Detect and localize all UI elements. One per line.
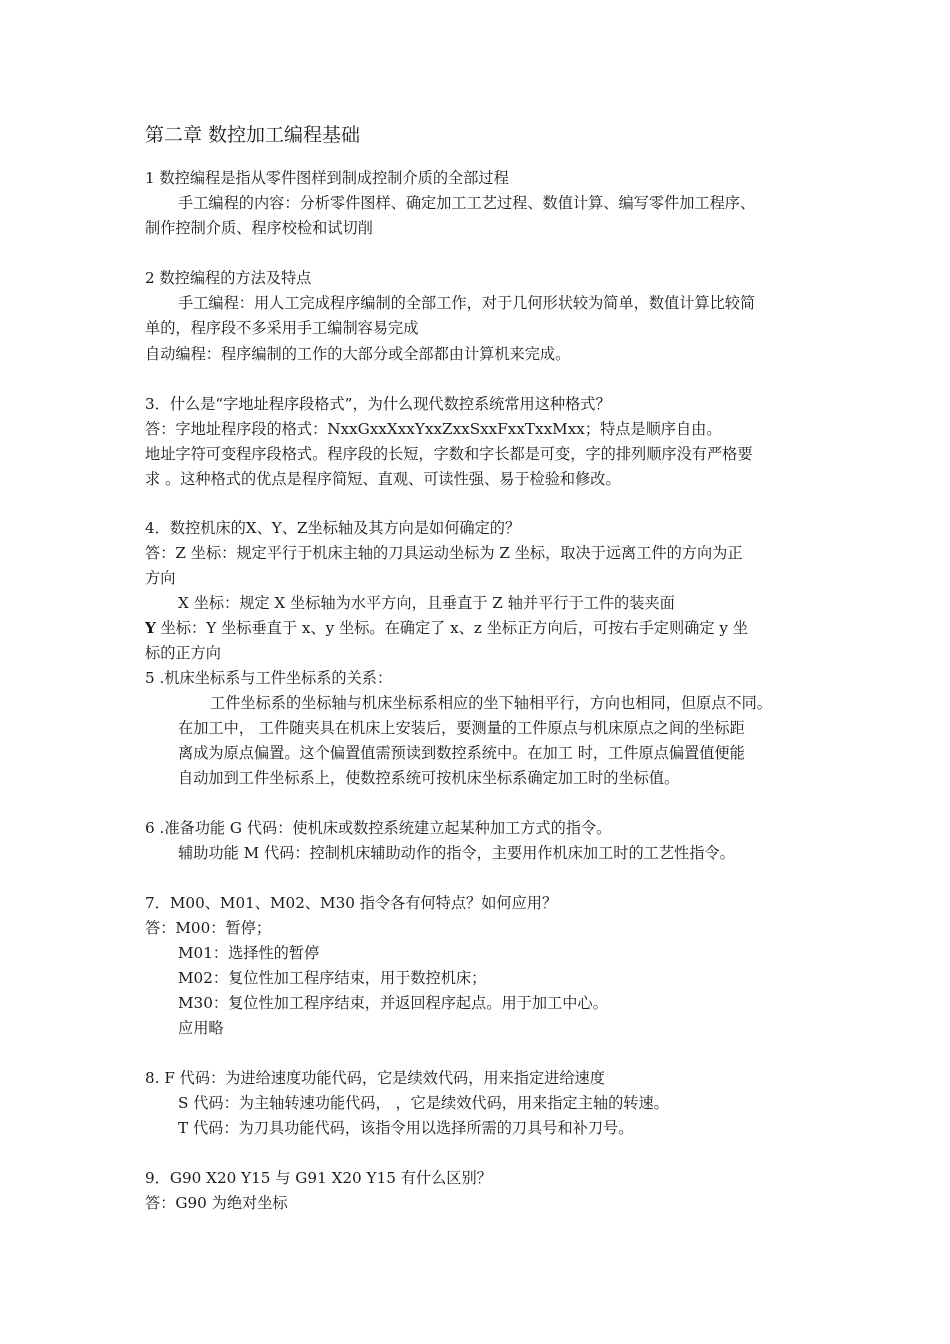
section-2-heading: 2 数控编程的方法及特点: [145, 269, 312, 287]
section-5-paragraph-line: 自动加到工件坐标系上，使数控系统可按机床坐标系确定加工时的坐标值。: [178, 769, 680, 787]
section-3-answer-line: 求 。这种格式的优点是程序简短、直观、可读性强、易于检验和修改。: [145, 470, 621, 488]
section-7-answer-line: 应用略: [178, 1019, 224, 1037]
section-7-answer-line: M02：复位性加工程序结束，用于数控机床；: [178, 969, 487, 987]
section-8-paragraph-line: S 代码：为主轴转速功能代码， ，它是续效代码，用来指定主轴的转速。: [178, 1094, 669, 1112]
section-5-paragraph-line: 离成为原点偏置。这个偏置值需预读到数控系统中。在加工 时，工件原点偏置值便能: [178, 744, 745, 762]
section-8-paragraph-line: T 代码：为刀具功能代码，该指令用以选择所需的刀具号和补刀号。: [178, 1119, 634, 1137]
section-4-answer-line: 答：Z 坐标：规定平行于机床主轴的刀具运动坐标为 Z 坐标，取决于远离工件的方向为正: [145, 544, 743, 562]
section-1-heading: 1 数控编程是指从零件图样到制成控制介质的全部过程: [145, 169, 509, 187]
section-7-answer-line: M01：选择性的暂停: [178, 944, 320, 962]
section-3-answer-line: 地址字符可变程序段格式。程序段的长短，字数和字长都是可变，字的排列顺序没有严格要: [145, 445, 753, 463]
section-9-answer-line: 答：G90 为绝对坐标: [145, 1194, 288, 1212]
section-4-heading: 4．数控机床的X、Y、Z坐标轴及其方向是如何确定的？: [145, 519, 521, 537]
section-8-heading: 8. F 代码：为进给速度功能代码，它是续效代码，用来指定进给速度: [145, 1069, 605, 1087]
section-9-heading: 9．G90 X20 Y15 与 G91 X20 Y15 有什么区别？: [145, 1169, 492, 1187]
chapter-title: 第二章 数控加工编程基础: [145, 124, 361, 146]
section-4-answer-line: 方向: [145, 569, 176, 587]
section-4-answer-line: 标的正方向: [145, 644, 221, 662]
section-5-heading: 5 .机床坐标系与工件坐标系的关系：: [145, 669, 393, 687]
section-5-paragraph-line: 工件坐标系的坐标轴与机床坐标系相应的坐下轴相平行，方向也相同，但原点不同。: [210, 694, 772, 712]
section-7-answer-line: M30：复位性加工程序结束，并返回程序起点。用于加工中心。: [178, 994, 608, 1012]
section-4-answer-line: [145, 618, 748, 638]
section-6-paragraph-line: 辅助功能 M 代码：控制机床辅助动作的指令，主要用作机床加工时的工艺性指令。: [178, 844, 735, 862]
section-5-paragraph-line: 在加工中， 工件随夹具在机床上安装后，要测量的工件原点与机床原点之间的坐标距: [178, 719, 745, 737]
section-2-paragraph-line: 自动编程：程序编制的工作的大部分或全部都由计算机来完成。: [145, 345, 571, 363]
section-2-paragraph-line: 单的，程序段不多采用手工编制容易完成: [145, 319, 419, 337]
section-7-heading: 7．M00、M01、M02、M30 指令各有何特点？如何应用？: [145, 894, 558, 912]
section-4-answer-line: X 坐标：规定 X 坐标轴为水平方向，且垂直于 Z 轴并平行于工件的装夹面: [178, 594, 675, 612]
section-3-heading: 3．什么是“字地址程序段格式”，为什么现代数控系统常用这种格式？: [145, 395, 611, 413]
section-2-paragraph-line: 手工编程：用人工完成程序编制的全部工作，对于几何形状较为简单，数值计算比较简: [178, 294, 756, 312]
section-6-heading: 6 .准备功能 G 代码：使机床或数控系统建立起某种加工方式的指令。: [145, 819, 612, 837]
y-axis-label: Y: [145, 619, 156, 637]
section-1-paragraph-line: 手工编程的内容：分析零件图样、确定加工工艺过程、数值计算、编写零件加工程序、: [178, 194, 756, 212]
section-7-answer-line: 答：M00：暂停；: [145, 919, 272, 937]
y-axis-text: 坐标：Y 坐标垂直于 x、y 坐标。在确定了 x、z 坐标正方向后，可按右手定则确定 y 坐: [155, 619, 748, 637]
section-3-answer-line: 答：字地址程序段的格式：NxxGxxXxxYxxZxxSxxFxxTxxMxx；特点是顺序自由。: [145, 420, 722, 438]
section-1-paragraph-line: 制作控制介质、程序校检和试切削: [145, 219, 373, 237]
